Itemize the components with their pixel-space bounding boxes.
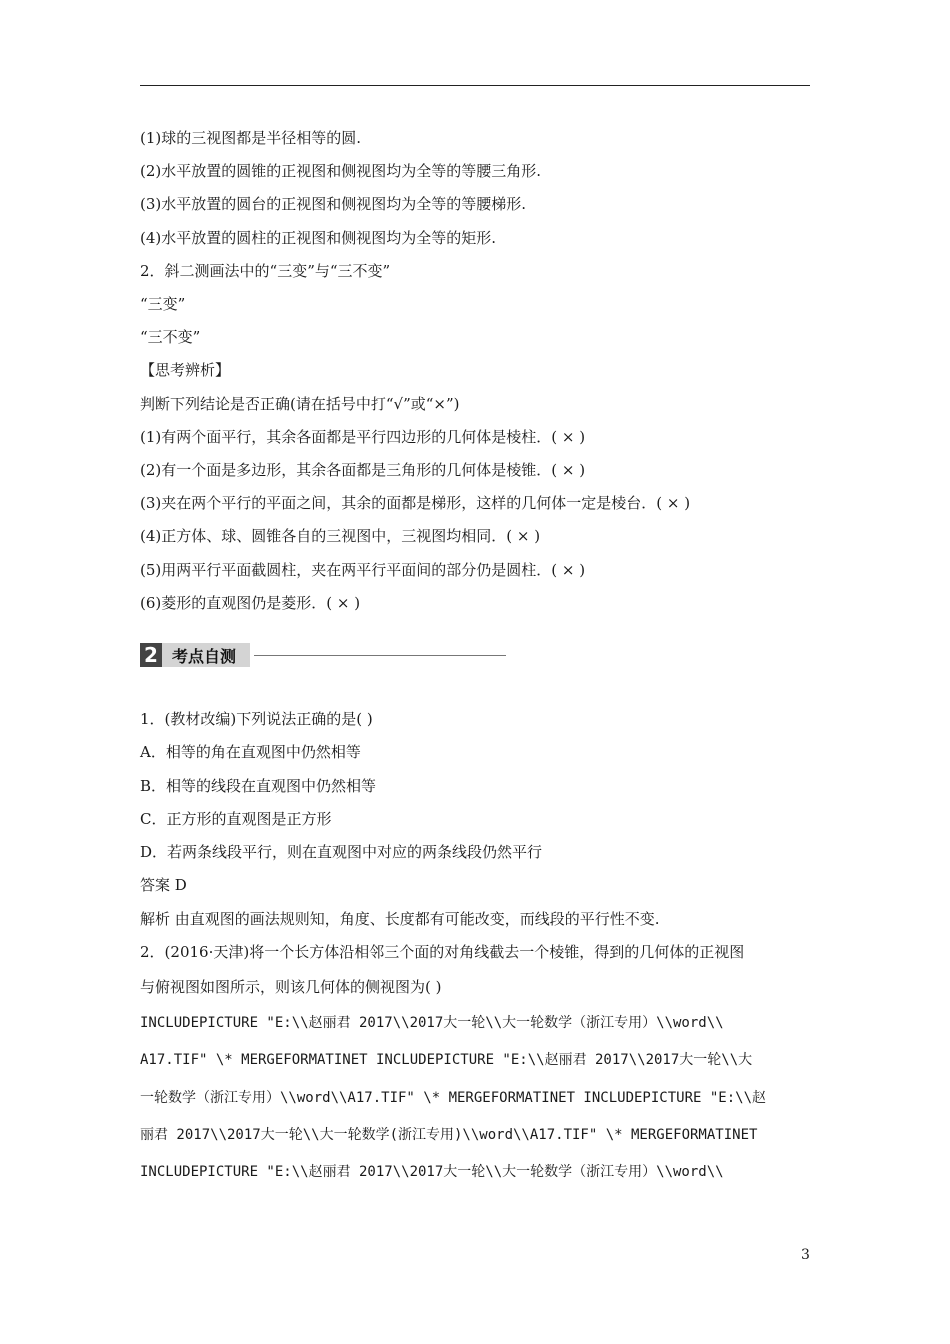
section-number: 2 [140,643,162,667]
text-line: 【思考辨析】 [140,361,231,379]
header-rule [140,85,810,86]
text-line: “三不变” [140,328,201,346]
field-code-line: INCLUDEPICTURE "E:\\赵丽君 2017\\2017大一轮\\大一轮数学（浙江专用）\\word\\ [140,1164,724,1180]
field-code-line: A17.TIF" \* MERGEFORMATINET INCLUDEPICTURE "E:\\赵丽君 2017\\2017大一轮\\大 [140,1052,753,1068]
analysis-line: 解析 由直观图的画法规则知，角度、长度都有可能改变，而线段的平行性不变. [140,910,660,928]
text-line: (1)球的三视图都是半径相等的圆. [140,129,362,147]
text-line: (4)正方体、球、圆锥各自的三视图中，三视图均相同．( × ) [140,527,541,545]
field-code-line: INCLUDEPICTURE "E:\\赵丽君 2017\\2017大一轮\\大一轮数学（浙江专用）\\word\\ [140,1015,724,1031]
section-rule [254,655,506,656]
text-line: (1)有两个面平行，其余各面都是平行四边形的几何体是棱柱．( × ) [140,428,586,446]
text-line: 判断下列结论是否正确(请在括号中打“√”或“×”) [140,395,460,413]
section-title: 考点自测 [162,643,250,667]
text-line: 与俯视图如图所示，则该几何体的侧视图为( ) [140,978,442,996]
field-code-line: 丽君 2017\\2017大一轮\\大一轮数学(浙江专用)\\word\\A17.TIF" \* MERGEFORMATINET [140,1127,758,1143]
text-line: 1．(教材改编)下列说法正确的是( ) [140,710,373,728]
text-line: 2．斜二测画法中的“三变”与“三不变” [140,262,391,280]
text-line: (6)菱形的直观图仍是菱形．( × ) [140,594,361,612]
text-line: “三变” [140,295,186,313]
section-heading [140,642,506,668]
text-line: (2)水平放置的圆锥的正视图和侧视图均为全等的等腰三角形. [140,162,542,180]
text-line: (3)夹在两个平行的平面之间，其余的面都是梯形，这样的几何体一定是棱台．( × ) [140,494,691,512]
field-code-line: 一轮数学（浙江专用）\\word\\A17.TIF" \* MERGEFORMATINET INCLUDEPICTURE "E:\\赵 [140,1090,767,1106]
text-line: (5)用两平行平面截圆柱，夹在两平行平面间的部分仍是圆柱．( × ) [140,561,586,579]
text-line: (3)水平放置的圆台的正视图和侧视图均为全等的等腰梯形. [140,195,527,213]
text-line: A．相等的角在直观图中仍然相等 [140,743,361,761]
text-line: (4)水平放置的圆柱的正视图和侧视图均为全等的矩形. [140,229,497,247]
text-line: C．正方形的直观图是正方形 [140,810,332,828]
answer-line: 答案 D [140,876,187,894]
text-line: B．相等的线段在直观图中仍然相等 [140,777,377,795]
text-line: D．若两条线段平行，则在直观图中对应的两条线段仍然平行 [140,843,543,861]
page-number: 3 [801,1247,810,1263]
text-line: (2)有一个面是多边形，其余各面都是三角形的几何体是棱锥．( × ) [140,461,586,479]
text-line: 2．(2016·天津)将一个长方体沿相邻三个面的对角线截去一个棱锥，得到的几何体的正视图 [140,943,745,961]
